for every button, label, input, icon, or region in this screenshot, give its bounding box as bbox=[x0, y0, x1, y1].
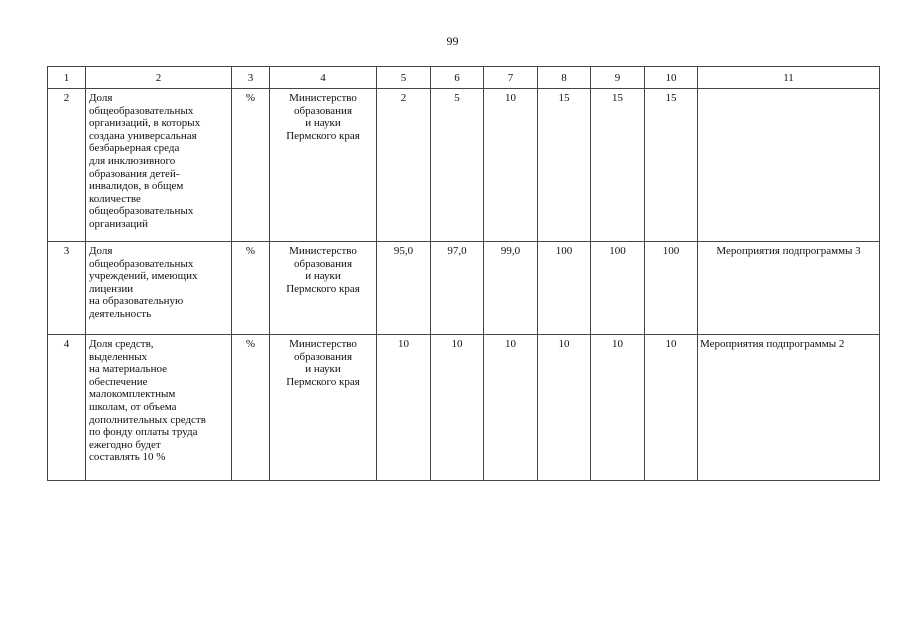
indicator-name-line: деятельность bbox=[89, 307, 152, 320]
column-header: 11 bbox=[698, 67, 880, 89]
unit-cell: % bbox=[232, 242, 270, 335]
column-header: 8 bbox=[538, 67, 591, 89]
indicator-name-line: организаций, в которых bbox=[89, 117, 201, 130]
event-cell: Мероприятия подпрограммы 2 bbox=[698, 335, 880, 481]
ministry-line: образования bbox=[293, 257, 353, 270]
ministry-line: Министерство bbox=[289, 338, 357, 350]
column-header: 3 bbox=[232, 67, 270, 89]
indicator-name-line: обеспечение bbox=[89, 375, 148, 388]
indicator-name-line: дополнительных средств bbox=[89, 413, 206, 426]
value-cell: 2 bbox=[377, 89, 431, 242]
indicator-name-line: ежегодно будет bbox=[89, 438, 161, 451]
table-row bbox=[48, 89, 880, 242]
ministry-line: Пермского края bbox=[286, 129, 360, 142]
unit-cell: % bbox=[232, 89, 270, 242]
ministry-line: и науки bbox=[305, 117, 341, 130]
value-cell: 10 bbox=[591, 335, 645, 481]
ministry-line: Пермского края bbox=[286, 282, 360, 295]
row-number: 4 bbox=[48, 335, 86, 481]
indicator-name-line: малокомплектным bbox=[89, 388, 176, 401]
value-cell: 10 bbox=[484, 89, 538, 242]
column-header: 2 bbox=[86, 67, 232, 89]
value-cell: 100 bbox=[591, 242, 645, 335]
value-cell: 15 bbox=[538, 89, 591, 242]
value-cell: 10 bbox=[484, 335, 538, 481]
table-row bbox=[48, 242, 880, 335]
unit-cell: % bbox=[232, 335, 270, 481]
indicator-name-line: общеобразовательных bbox=[89, 205, 194, 218]
indicator-name-line: количестве bbox=[89, 192, 141, 205]
indicator-name-line: для инклюзивного bbox=[89, 154, 176, 167]
ministry-cell bbox=[270, 242, 377, 335]
indicator-name-line: лицензии bbox=[89, 282, 134, 295]
ministry-cell bbox=[270, 89, 377, 242]
row-number: 2 bbox=[48, 89, 86, 242]
indicator-name-line: безбарьерная среда bbox=[89, 142, 180, 155]
ministry-line: Министерство bbox=[289, 245, 357, 257]
column-header: 4 bbox=[270, 67, 377, 89]
indicator-name-line: инвалидов, в общем bbox=[89, 180, 184, 193]
ministry-line: Пермского края bbox=[286, 375, 360, 388]
value-cell: 5 bbox=[431, 89, 484, 242]
column-header: 7 bbox=[484, 67, 538, 89]
value-cell: 100 bbox=[538, 242, 591, 335]
indicator-name-line: образования детей- bbox=[89, 167, 180, 180]
value-cell: 100 bbox=[645, 242, 698, 335]
value-cell: 97,0 bbox=[431, 242, 484, 335]
event-cell: Мероприятия подпрограммы 3 bbox=[698, 242, 880, 335]
indicator-name bbox=[86, 89, 232, 242]
indicator-name bbox=[86, 242, 232, 335]
value-cell: 15 bbox=[591, 89, 645, 242]
indicator-name-line: общеобразовательных bbox=[89, 104, 194, 117]
indicator-name bbox=[86, 335, 232, 481]
column-header: 5 bbox=[377, 67, 431, 89]
ministry-line: образования bbox=[293, 350, 353, 363]
value-cell: 99,0 bbox=[484, 242, 538, 335]
column-header: 6 bbox=[431, 67, 484, 89]
indicator-name-line: по фонду оплаты труда bbox=[89, 426, 198, 439]
value-cell: 10 bbox=[538, 335, 591, 481]
indicator-name-line: выделенных bbox=[89, 350, 148, 363]
indicator-name-line: Доля bbox=[89, 92, 113, 104]
value-cell: 15 bbox=[645, 89, 698, 242]
ministry-line: Министерство bbox=[289, 92, 357, 104]
value-cell: 10 bbox=[377, 335, 431, 481]
indicator-name-line: Доля средств, bbox=[89, 338, 154, 350]
event-cell bbox=[698, 89, 880, 242]
ministry-line: и науки bbox=[305, 363, 341, 376]
indicator-name-line: составлять 10 % bbox=[89, 451, 166, 464]
table-row bbox=[48, 335, 880, 481]
ministry-line: и науки bbox=[305, 270, 341, 283]
indicator-name-line: общеобразовательных bbox=[89, 257, 194, 270]
indicator-name-line: Доля bbox=[89, 245, 113, 257]
value-cell: 10 bbox=[645, 335, 698, 481]
indicator-name-line: учреждений, имеющих bbox=[89, 270, 198, 283]
column-header: 1 bbox=[48, 67, 86, 89]
indicator-name-line: организаций bbox=[89, 217, 149, 230]
indicators-table bbox=[47, 66, 880, 481]
column-header: 9 bbox=[591, 67, 645, 89]
value-cell: 95,0 bbox=[377, 242, 431, 335]
indicator-name-line: школам, от объема bbox=[89, 400, 177, 413]
page-number: 99 bbox=[446, 34, 459, 48]
row-number: 3 bbox=[48, 242, 86, 335]
indicator-name-line: на образовательную bbox=[89, 295, 184, 308]
indicator-name-line: на материальное bbox=[89, 363, 167, 376]
indicator-name-line: создана универсальная bbox=[89, 129, 197, 142]
table-header-row bbox=[48, 67, 880, 89]
value-cell: 10 bbox=[431, 335, 484, 481]
ministry-cell bbox=[270, 335, 377, 481]
column-header: 10 bbox=[645, 67, 698, 89]
ministry-line: образования bbox=[293, 104, 353, 117]
